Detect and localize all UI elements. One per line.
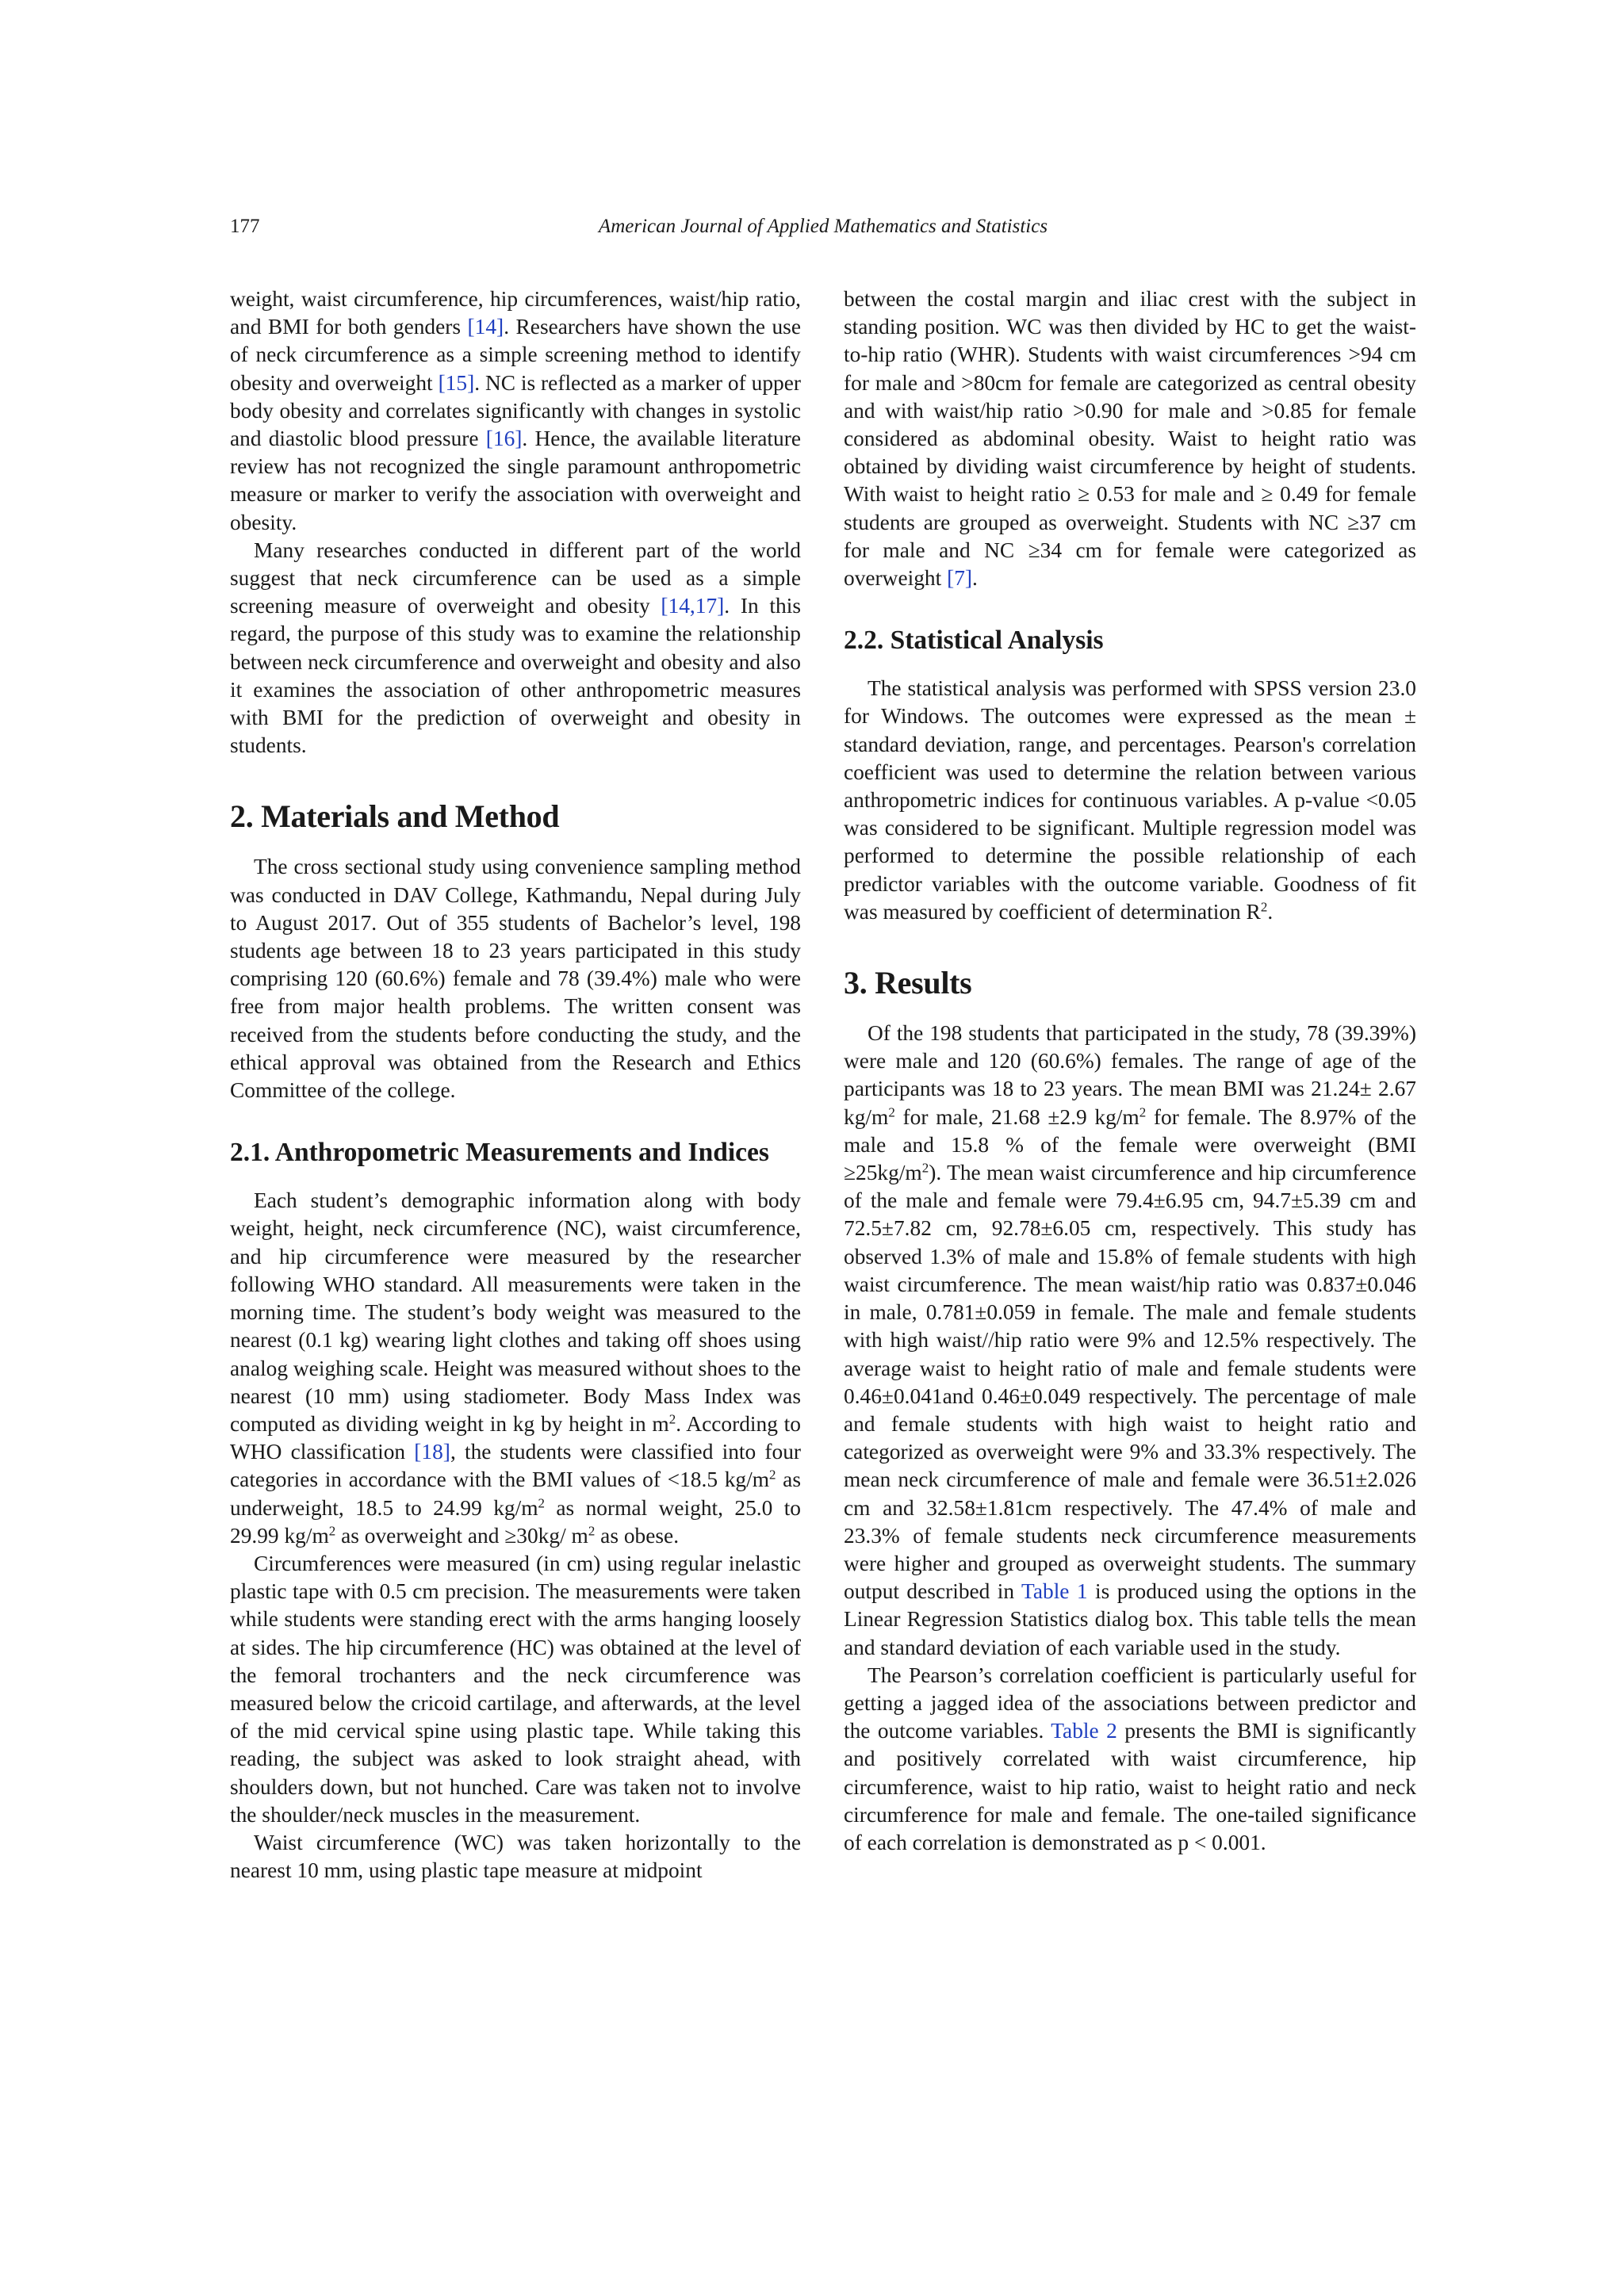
paragraph: The cross sectional study using convenience sampling method was conducted in DAV College, Kathmandu, Nepal during July to August 2017. Out of 355 students of Bachelor’s level, 198 students age between 18 to 23 years participated in this study comprising 120 (60.6%) female and 78 (39.4%) male who were free from major health problems. The written consent was received from the students before conducting the study, and the ethical approval was obtained from the Research and Ethics Committee of the college.: [230, 855, 801, 1103]
text-run: between the costal margin and iliac crest with the subject in standing position. WC was then divided by HC to get the waist-to-hip ratio (WHR). Students with waist circumferences >94 cm for male and >80cm for female are categorized as central obesity and with waist/hip ratio >0.90 for male and >0.85 for female considered as abdominal obesity. Waist to height ratio was obtained by dividing waist circumference by height of students. With waist to height ratio ≥ 0.53 for male and ≥ 0.49 for female students are grouped as overweight. Students with NC ≥37 cm for male and NC ≥34 cm for female were categorized as overweight: [844, 287, 1416, 591]
section-heading: 2. Materials and Method: [230, 798, 560, 835]
paragraph: [230, 285, 801, 537]
superscript: 2: [668, 1411, 676, 1427]
text-run: Many researches conducted in different part of the world suggest that neck circumference can be used as a simple screening measure of overweight and obesity: [230, 538, 801, 618]
superscript: 2: [888, 1104, 895, 1120]
paragraph: [844, 675, 1416, 926]
text-run: .: [1267, 899, 1274, 924]
superscript: 2: [1139, 1104, 1147, 1120]
citation-link[interactable]: [16]: [485, 427, 523, 451]
superscript: 2: [769, 1467, 776, 1483]
right-column: [844, 285, 1416, 1857]
page-number: 177: [230, 216, 260, 237]
citation-link[interactable]: [15]: [438, 370, 475, 395]
running-header: [230, 216, 1416, 247]
text-run: . NC is reflected as a marker of upper body obesity and correlates significantly with changes in systolic and diastolic blood pressure: [230, 370, 801, 451]
citation-link[interactable]: [18]: [414, 1440, 450, 1464]
journal-title: American Journal of Applied Mathematics and Statistics: [598, 216, 1048, 237]
subsection-heading: 2.1. Anthropometric Measurements and Indices: [230, 1138, 769, 1168]
paragraph: [844, 1020, 1416, 1662]
text-run: . Hence, the available literature review has not recognized the single paramount anthropometric measure or marker to verify the association with overweight and obesity.: [230, 427, 801, 534]
superscript: 2: [588, 1523, 596, 1539]
paragraph: [230, 537, 801, 760]
text-run: for female. The 8.97% of the male and 15.8 % of the female were overweight (BMI ≥25kg/m: [844, 1104, 1417, 1185]
subsection-heading: 2.2. Statistical Analysis: [844, 626, 1104, 656]
text-run: weight, waist circumference, hip circumferences, waist/hip ratio, and BMI for both genders: [230, 287, 801, 339]
text-run: Each student’s demographic information along with body weight, height, neck circumference (NC), waist circumference, and hip circumference were measured by the researcher following WHO standard. All measurements were taken in the morning time. The student’s body weight was measured to the nearest (0.1 kg) wearing light clothes and taking off shoes using analog weighing scale. Height was measured without shoes to the nearest (10 mm) using stadiometer. Body Mass Index was computed as dividing weight in kg by height in m: [230, 1188, 801, 1436]
text-run: ). The mean waist circumference and hip circumference of the male and female were 79.4±6.95 cm, 94.7±5.39 cm and 72.5±7.82 cm, 92.78±6.05 cm, respectively. This study has observed 1.3% of male and 15.8% of female students with high waist circumference. The mean waist/hip ratio was 0.837±0.046 in male, 0.781±0.059 in female. The male and female students with high waist//hip ratio were 9% and 12.5% respectively. The average waist to height ratio of male and female students were 0.46±0.041and 0.46±0.049 respectively. The percentage of male and female students with high waist to height ratio and categorized as overweight were 9% and 33.3% respectively. The mean neck circumference of male and female were 36.51±2.026 cm and 32.58±1.81cm respectively. The 47.4% of male and 23.3% of female students neck circumference measurements were higher and grouped as overweight students. The summary output described in: [844, 1161, 1416, 1604]
table-link[interactable]: Table 2: [1051, 1719, 1117, 1743]
citation-link[interactable]: [14,17]: [661, 594, 725, 618]
paragraph: [844, 1662, 1416, 1857]
superscript: 2: [921, 1160, 929, 1176]
text-run: Of the 198 students that participated in the study, 78 (39.39%) were male and 120 (60.6%) females. The range of age of the participants was 18 to 23 years. The mean BMI was 21.24± 2.67 kg/m: [844, 1021, 1416, 1129]
table-link[interactable]: Table 1: [1021, 1579, 1088, 1604]
superscript: 2: [538, 1495, 545, 1511]
text-run: as underweight, 18.5 to 24.99 kg/m: [230, 1468, 801, 1520]
text-run: as overweight and ≥30kg/ m: [335, 1523, 588, 1548]
text-run: . In this regard, the purpose of this study was to examine the relationship between neck circumference and overweight and obesity and also it examines the association of other anthropometric measures with BMI for the prediction of overweight and obesity in students.: [230, 594, 801, 758]
paragraph: [844, 285, 1416, 592]
text-run: The statistical analysis was performed with SPSS version 23.0 for Windows. The outcomes were expressed as the mean ± standard deviation, range, and percentages. Pearson's correlation coefficient was used to determine the relation between various anthropometric indices for continuous variables. A p-value <0.05 was considered to be significant. Multiple regression model was performed to determine the possible relationship of each predictor variables with the outcome variable. Goodness of fit was measured by coefficient of determination R: [844, 676, 1416, 924]
text-run: for male, 21.68 ±2.9 kg/m: [894, 1104, 1139, 1129]
citation-link[interactable]: [7]: [947, 566, 973, 591]
superscript: 2: [328, 1523, 336, 1539]
text-run: The Pearson’s correlation coefficient is particularly useful for getting a jagged idea of the associations between predictor and the outcome variables.: [844, 1663, 1416, 1743]
left-column: [230, 285, 801, 1885]
text-run: as obese.: [595, 1523, 680, 1548]
text-run: as normal weight, 25.0 to 29.99 kg/m: [230, 1495, 802, 1548]
paragraph: [230, 1187, 801, 1550]
section-heading: 3. Results: [844, 965, 972, 1001]
text-run: presents the BMI is significantly and positively correlated with waist circumference, hip circumference, waist to hip ratio, waist to height ratio and neck circumference for male and female. The one-tailed significance of each correlation is demonstrated as p < 0.001.: [844, 1719, 1416, 1854]
text-run: is produced using the options in the Linear Regression Statistics dialog box. This table tells the mean and standard deviation of each variable used in the study.: [844, 1579, 1416, 1659]
text-run: . According to WHO classification: [230, 1411, 801, 1464]
paragraph: Circumferences were measured (in cm) using regular inelastic plastic tape with 0.5 cm precision. The measurements were taken while students were standing erect with the arms hanging loosely at sides. The hip circumference (HC) was obtained at the level of the femoral trochanters and the neck circumference was measured below the cricoid cartilage, and afterwards, at the level of the mid cervical spine using plastic tape. While taking this reading, the subject was asked to look straight ahead, with shoulders down, but not hunched. Care was taken not to involve the shoulder/neck muscles in the measurement.: [230, 1551, 801, 1827]
citation-link[interactable]: [14]: [467, 315, 504, 339]
superscript: 2: [1260, 899, 1268, 915]
paragraph: Waist circumference (WC) was taken horizontally to the nearest 10 mm, using plastic tape measure at midpoint: [230, 1830, 801, 1883]
text-run: .: [972, 566, 978, 591]
text-run: , the students were classified into four categories in accordance with the BMI values of <18.5 kg/m: [230, 1440, 802, 1492]
text-run: . Researchers have shown the use of neck circumference as a simple screening method to identify obesity and overweight: [230, 315, 801, 395]
